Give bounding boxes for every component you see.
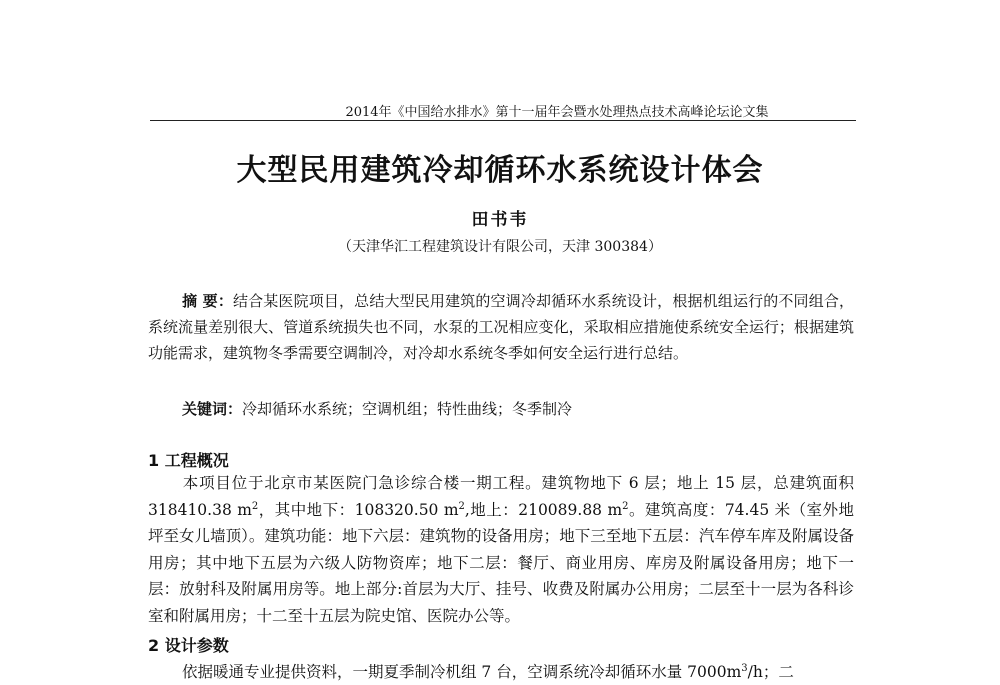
section-1-paragraph <box>148 470 854 629</box>
section-1-text-c: ,地上：210089.88 m <box>464 500 623 519</box>
section-1-text-d: 。建筑高度：74.45 米（室外地坪至女儿墙顶）。建筑功能：地下六层：建筑物的设备用房；地下三至地下五层：汽车停车库及附属设备用房；其中地下五层为六级人防物资库；地下二层：餐厅、商业用房、库房及附属设备用房；地下一层：放射科及附属用房等。地上部分:首层为大厅、挂号、收费及附属办公用房；二层至十一层为各科诊室和附属用房；十二至十五层为院史馆、医院办公等。 <box>148 500 854 625</box>
abstract-text: 结合某医院项目，总结大型民用建筑的空调冷却循环水系统设计，根据机组运行的不同组合，系统流量差别很大、管道系统损失也不同，水泵的工况相应变化，采取相应措施使系统安全运行；根据建筑功能需求，建筑物冬季需要空调制冷，对冷却水系统冬季如何安全运行进行总结。 <box>148 292 854 362</box>
author-affiliation: （天津华汇工程建筑设计有限公司，天津 300384） <box>338 239 662 255</box>
keywords-text: 冷却循环水系统；空调机组；特性曲线；冬季制冷 <box>242 400 573 418</box>
section-1-text-b: ，其中地下：108320.50 m <box>258 500 459 519</box>
unit-superscript: 2 <box>251 500 259 512</box>
running-header: 2014年《中国给水排水》第十一届年会暨水处理热点技术高峰论坛论文集 <box>345 105 769 120</box>
section-2-heading: 2 设计参数 <box>148 636 229 655</box>
abstract <box>148 288 854 366</box>
section-2-text-a: 依据暖通专业提供资料，一期夏季制冷机组 7 台，空调系统冷却循环水量 7000m <box>182 663 742 681</box>
keywords <box>182 397 854 421</box>
section-2-text-b: /h；二 <box>747 663 794 681</box>
unit-superscript: 3 <box>741 662 748 674</box>
author-name: 田书韦 <box>471 210 529 230</box>
section-1-text-a: 本项目位于北京市某医院门急诊综合楼一期工程。建筑物地下 6 层；地上 15 层，总建筑面积 318410.38 m <box>148 474 854 519</box>
abstract-label: 摘 要： <box>182 292 233 310</box>
section-1-heading: 1 工程概况 <box>148 451 229 470</box>
unit-superscript: 2 <box>622 500 629 512</box>
unit-superscript: 2 <box>458 500 465 512</box>
header-rule <box>150 120 856 121</box>
paper-title: 大型民用建筑冷却循环水系统设计体会 <box>236 153 764 188</box>
section-2-paragraph <box>148 659 854 685</box>
keywords-label: 关键词： <box>182 400 243 418</box>
